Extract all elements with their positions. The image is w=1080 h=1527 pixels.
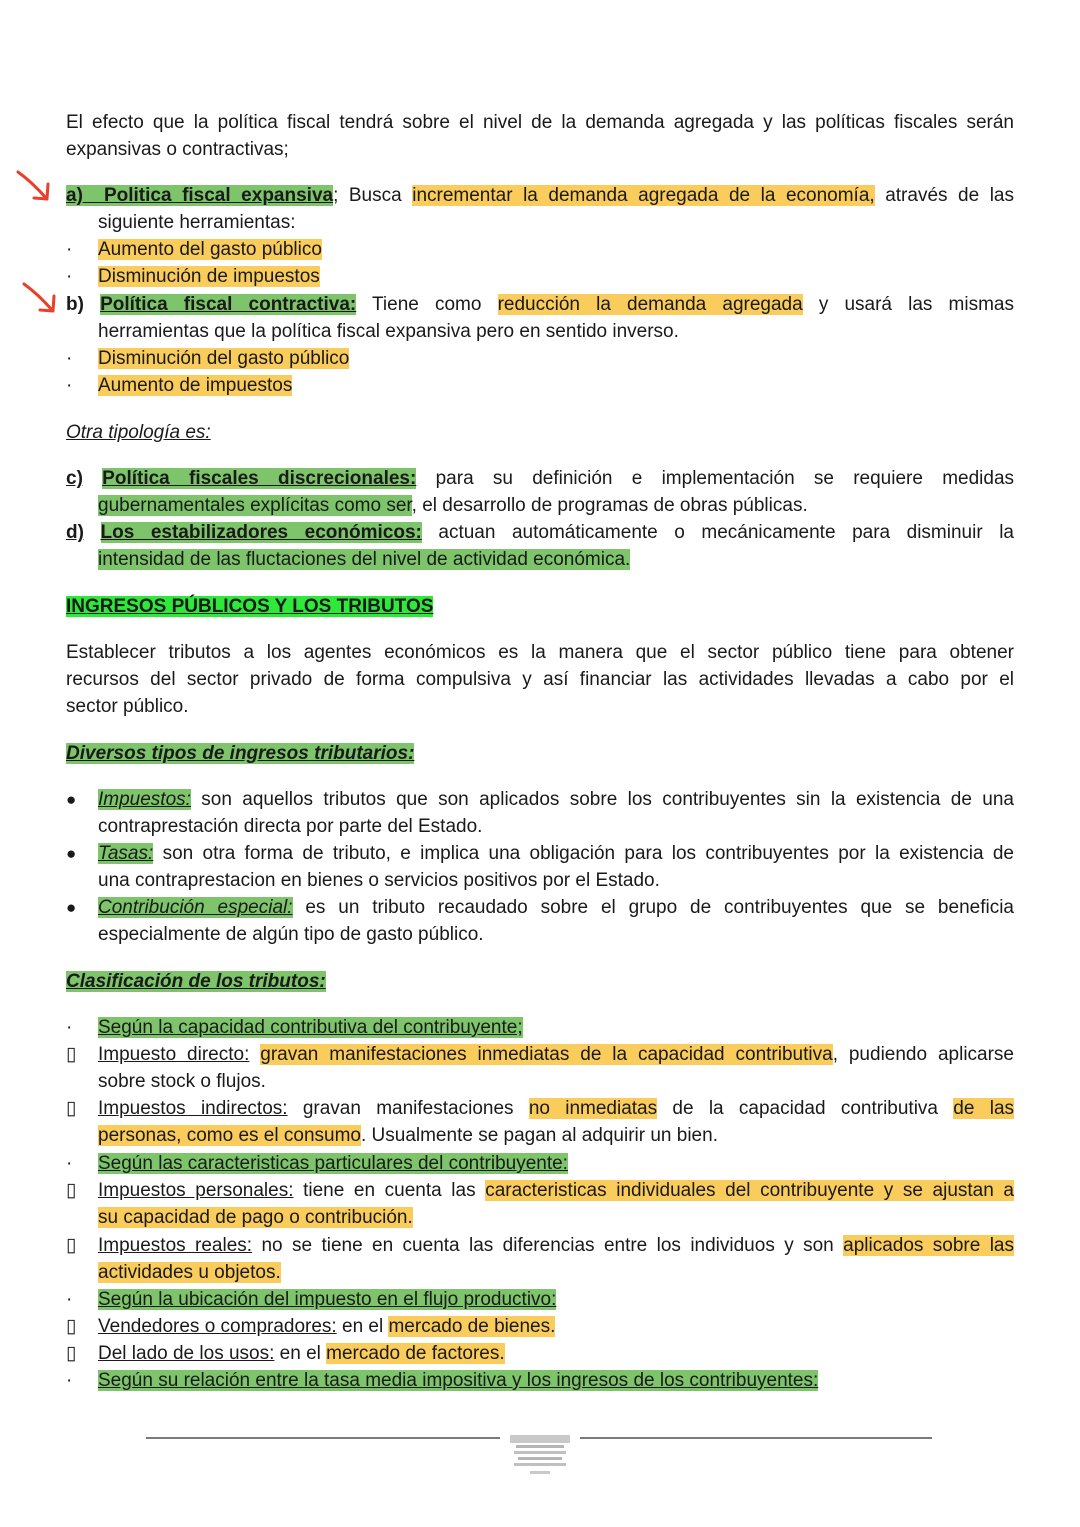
bullet-dot: · (66, 1289, 73, 1310)
item-c-line-2: gubernamentales explícitas como ser, el desarrollo de programas de obras públicas. (98, 495, 808, 516)
checkbox-icon: ▯ (66, 1316, 77, 1337)
checkbox-icon: ▯ (66, 1343, 77, 1364)
otra-tipologia-heading: Otra tipología es: (66, 422, 211, 443)
bullet-dot: · (66, 266, 73, 287)
bullet-dot: · (66, 375, 73, 396)
para-line-1: Establecer tributos a los agentes económicos es la manera que el sector público tiene para obtener (66, 642, 1014, 663)
clasif-s4: Según su relación entre la tasa media impositiva y los ingresos de los contribuyentes: (98, 1370, 819, 1391)
list-item: Disminución del gasto público (98, 348, 350, 369)
item-b-title: Política fiscal contractiva: (100, 294, 357, 315)
section-title: INGRESOS PÚBLICOS Y LOS TRIBUTOS (66, 596, 434, 617)
intro-line-1: El efecto que la política fiscal tendrá sobre el nivel de la demanda agregada y las políticas fiscales serán (66, 112, 1014, 133)
bullet-dot: · (66, 1370, 73, 1391)
tipo-impuestos-line-2: contraprestación directa por parte del Estado. (98, 816, 483, 837)
item-c-line-1: c) Política fiscales discrecionales: para su definición e implementación se requiere medidas (66, 468, 1015, 489)
footer-divider (580, 1437, 932, 1439)
tipo-contribucion-line-2: especialmente de algún tipo de gasto público. (98, 924, 484, 945)
tipo-contribucion-line-1: Contribución especial: es un tributo recaudado sobre el grupo de contribuyentes que se beneficia (98, 897, 1014, 918)
reales-line-2: actividades u objetos. (98, 1262, 281, 1283)
bullet-icon: ● (66, 844, 77, 863)
item-a-title: a) Politica fiscal expansiva (66, 185, 334, 206)
item-c-title: Política fiscales discrecionales: (102, 468, 417, 489)
checkbox-icon: ▯ (66, 1098, 77, 1119)
item-d-line-1: d) Los estabilizadores económicos: actuan automáticamente o mecánicamente para disminuir la (66, 522, 1014, 543)
checkbox-icon: ▯ (66, 1044, 77, 1065)
tipos-heading: Diversos tipos de ingresos tributarios: (66, 743, 415, 764)
item-b-line-2: herramientas que la política fiscal expansiva pero en sentido inverso. (98, 321, 679, 342)
usos-line: Del lado de los usos: en el mercado de factores. (98, 1343, 505, 1364)
list-item: Aumento de impuestos (98, 375, 293, 396)
list-item: Disminución de impuestos (98, 266, 320, 287)
item-a-line-2: siguiente herramientas: (98, 212, 296, 233)
personales-line-2: su capacidad de pago o contribución. (98, 1207, 413, 1228)
highlight: incrementar la demanda agregada de la economía, (412, 185, 875, 206)
clasif-s3: Según la ubicación del impuesto en el flujo productivo: (98, 1289, 557, 1310)
checkbox-icon: ▯ (66, 1180, 77, 1201)
directo-line-1: Impuesto directo: gravan manifestaciones inmediatas de la capacidad contributiva, pudiendo aplicarse (98, 1044, 1014, 1065)
tipo-tasas-line-1: Tasas: son otra forma de tributo, e implica una obligación para los contribuyentes por la existencia de (98, 843, 1014, 864)
para-line-3: sector público. (66, 696, 189, 717)
clasif-heading: Clasificación de los tributos: (66, 971, 326, 992)
reales-line-1: Impuestos reales: no se tiene en cuenta las diferencias entre los individuos y son aplicados sobre las (98, 1235, 1014, 1256)
list-item: Aumento del gasto público (98, 239, 322, 260)
bullet-dot: · (66, 1153, 73, 1174)
checkbox-icon: ▯ (66, 1235, 77, 1256)
footer-logo-icon (508, 1433, 572, 1479)
clasif-s2: Según las caracteristicas particulares del contribuyente: (98, 1153, 568, 1174)
bullet-dot: · (66, 1017, 73, 1038)
indirectos-line-2: personas, como es el consumo. Usualmente se pagan al adquirir un bien. (98, 1125, 718, 1146)
highlight: reducción la demanda agregada (497, 294, 803, 315)
tipo-tasas-line-2: una contraprestacion en bienes o servicios positivos por el Estado. (98, 870, 660, 891)
intro-line-2: expansivas o contractivas; (66, 139, 289, 160)
bullet-dot: · (66, 348, 73, 369)
tipo-impuestos-line-1: Impuestos: son aquellos tributos que son aplicados sobre los contribuyentes sin la existencia de una (98, 789, 1014, 810)
bullet-icon: ● (66, 790, 77, 809)
footer-divider (146, 1437, 500, 1439)
clasif-s1: Según la capacidad contributiva del contribuyente; (98, 1017, 523, 1038)
bullet-icon: ● (66, 898, 77, 917)
red-arrow-icon (14, 168, 54, 204)
item-d-title: Los estabilizadores económicos: (100, 522, 422, 543)
para-line-2: recursos del sector privado de forma compulsiva y así financiar las actividades llevadas a cabo por el (66, 669, 1014, 690)
vendedores-line: Vendedores o compradores: en el mercado de bienes. (98, 1316, 556, 1337)
item-b-line-1: b) Política fiscal contractiva: Tiene como reducción la demanda agregada y usará las mismas (66, 294, 1014, 315)
personales-line-1: Impuestos personales: tiene en cuenta las caracteristicas individuales del contribuyente y se ajustan a (98, 1180, 1014, 1201)
item-d-line-2: intensidad de las fluctaciones del nivel de actividad económica. (98, 549, 631, 570)
red-arrow-icon (20, 280, 60, 316)
item-a-line-1: a) Politica fiscal expansiva; Busca incrementar la demanda agregada de la economía, através de las (66, 185, 1014, 206)
bullet-dot: · (66, 239, 73, 260)
indirectos-line-1: Impuestos indirectos: gravan manifestaciones no inmediatas de la capacidad contributiva de las (98, 1098, 1015, 1119)
directo-line-2: sobre stock o flujos. (98, 1071, 266, 1092)
